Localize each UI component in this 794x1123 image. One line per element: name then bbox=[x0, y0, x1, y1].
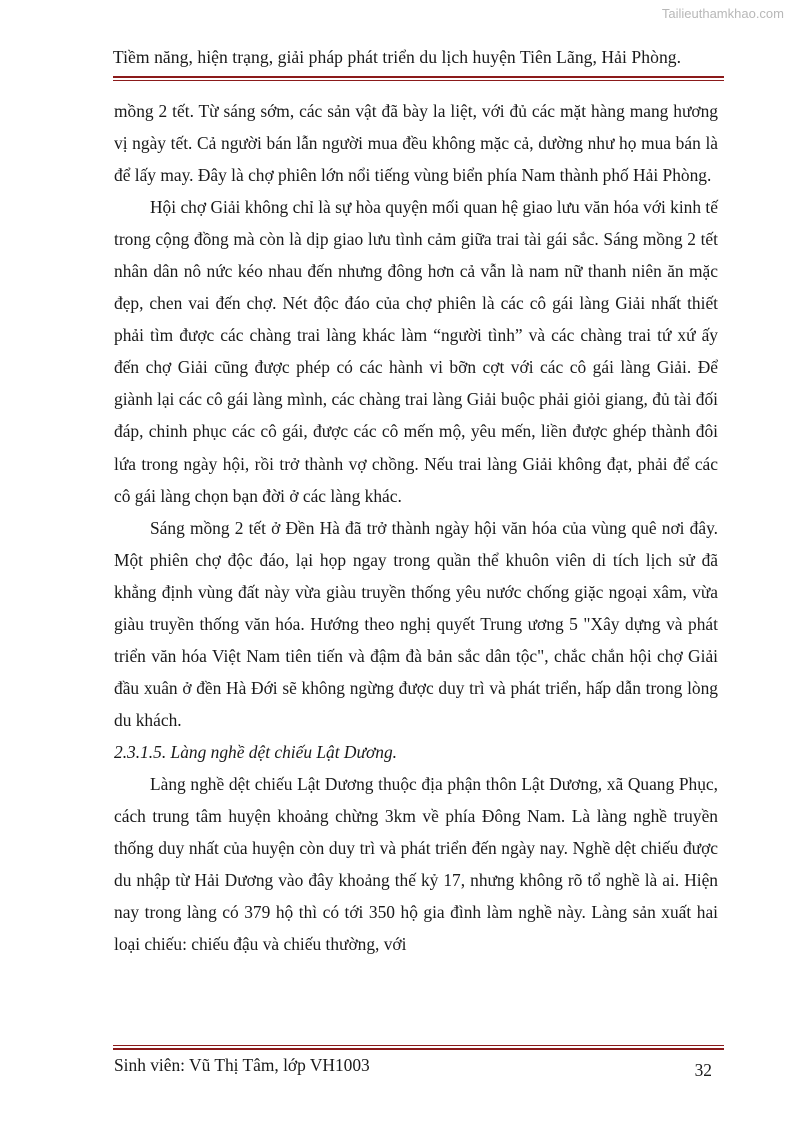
footer-student-info: Sinh viên: Vũ Thị Tâm, lớp VH1003 bbox=[114, 1055, 370, 1075]
document-body bbox=[114, 95, 718, 960]
paragraph-2: Hội chợ Giải không chỉ là sự hòa quyện mối quan hệ giao lưu văn hóa với kinh tế trong cộng đồng mà còn là dịp giao lưu tình cảm giữa trai tài gái sắc. Sáng mồng 2 tết nhân dân nô nức kéo nhau đến nhưng đông hơn cả vẫn là nam nữ thanh niên ăn mặc đẹp, chen vai đến chợ. Nét độc đáo của chợ phiên là các cô gái làng Giải nhất thiết phải tìm được các chàng trai làng khác làm “người tình” và các chàng trai tứ xứ ấy đến chợ Giải cũng được phép có các hành vi bỡn cợt với các cô gái làng Giải. Để giành lại các cô gái làng mình, các chàng trai làng Giải buộc phải giỏi giang, đủ tài đối đáp, chinh phục các cô gái, được các cô mến mộ, yêu mến, liền được ghép thành đôi lứa trong ngày hội, rồi trở thành vợ chồng. Nếu trai làng Giải không đạt, phải để các cô gái làng chọn bạn đời ở các làng khác. bbox=[114, 197, 718, 506]
page-number: 32 bbox=[694, 1060, 712, 1080]
footer-rule-thick bbox=[113, 1048, 724, 1050]
paragraph-3: Sáng mồng 2 tết ở Đền Hà đã trở thành ngày hội văn hóa của vùng quê nơi đây. Một phiên chợ độc đáo, lại họp ngay trong quần thể khuôn viên di tích lịch sử đã khẳng định vùng đất này vừa giàu truyền thống yêu nước chống giặc ngoại xâm, vừa giàu truyền thống văn hóa. Hướng theo nghị quyết Trung ương 5 "Xây dựng và phát triển văn hóa Việt Nam tiên tiến và đậm đà bản sắc dân tộc", chắc chắn hội chợ Giải đầu xuân ở đền Hà Đới sẽ không ngừng được duy trì và phát triển, hấp dẫn trong lòng du khách. bbox=[114, 517, 718, 730]
paragraph-4: Làng nghề dệt chiếu Lật Dương thuộc địa phận thôn Lật Dương, xã Quang Phục, cách trung tâm huyện khoảng chừng 3km về phía Đông Nam. Là làng nghề truyền thống duy nhất của huyện còn duy trì và phát triển đến ngày nay. Nghề dệt chiếu được du nhập từ Hải Dương vào đây khoảng thế kỷ 17, nhưng không rõ tổ nghề là ai. Hiện nay trong làng có 379 hộ thì có tới 350 hộ gia đình làm nghề này. Làng sản xuất hai loại chiếu: chiếu đậu và chiếu thường, với bbox=[114, 773, 718, 955]
footer-rule-thin bbox=[113, 1045, 724, 1046]
page-header-title: Tiềm năng, hiện trạng, giải pháp phát triển du lịch huyện Tiên Lãng, Hải Phòng. bbox=[112, 47, 682, 67]
paragraph-1: mồng 2 tết. Từ sáng sớm, các sản vật đã bày la liệt, với đủ các mặt hàng mang hương vị ngày tết. Cả người bán lẫn người mua đều không mặc cả, dường như họ mua bán là để lấy may. Đây là chợ phiên lớn nổi tiếng vùng biển phía Nam thành phố Hải Phòng. bbox=[114, 101, 718, 186]
section-heading: 2.3.1.5. Làng nghề dệt chiếu Lật Dương. bbox=[114, 741, 397, 762]
header-rule-thick bbox=[113, 76, 724, 78]
header-rule-thin bbox=[113, 80, 724, 81]
watermark: Tailieuthamkhao.com bbox=[661, 6, 784, 21]
